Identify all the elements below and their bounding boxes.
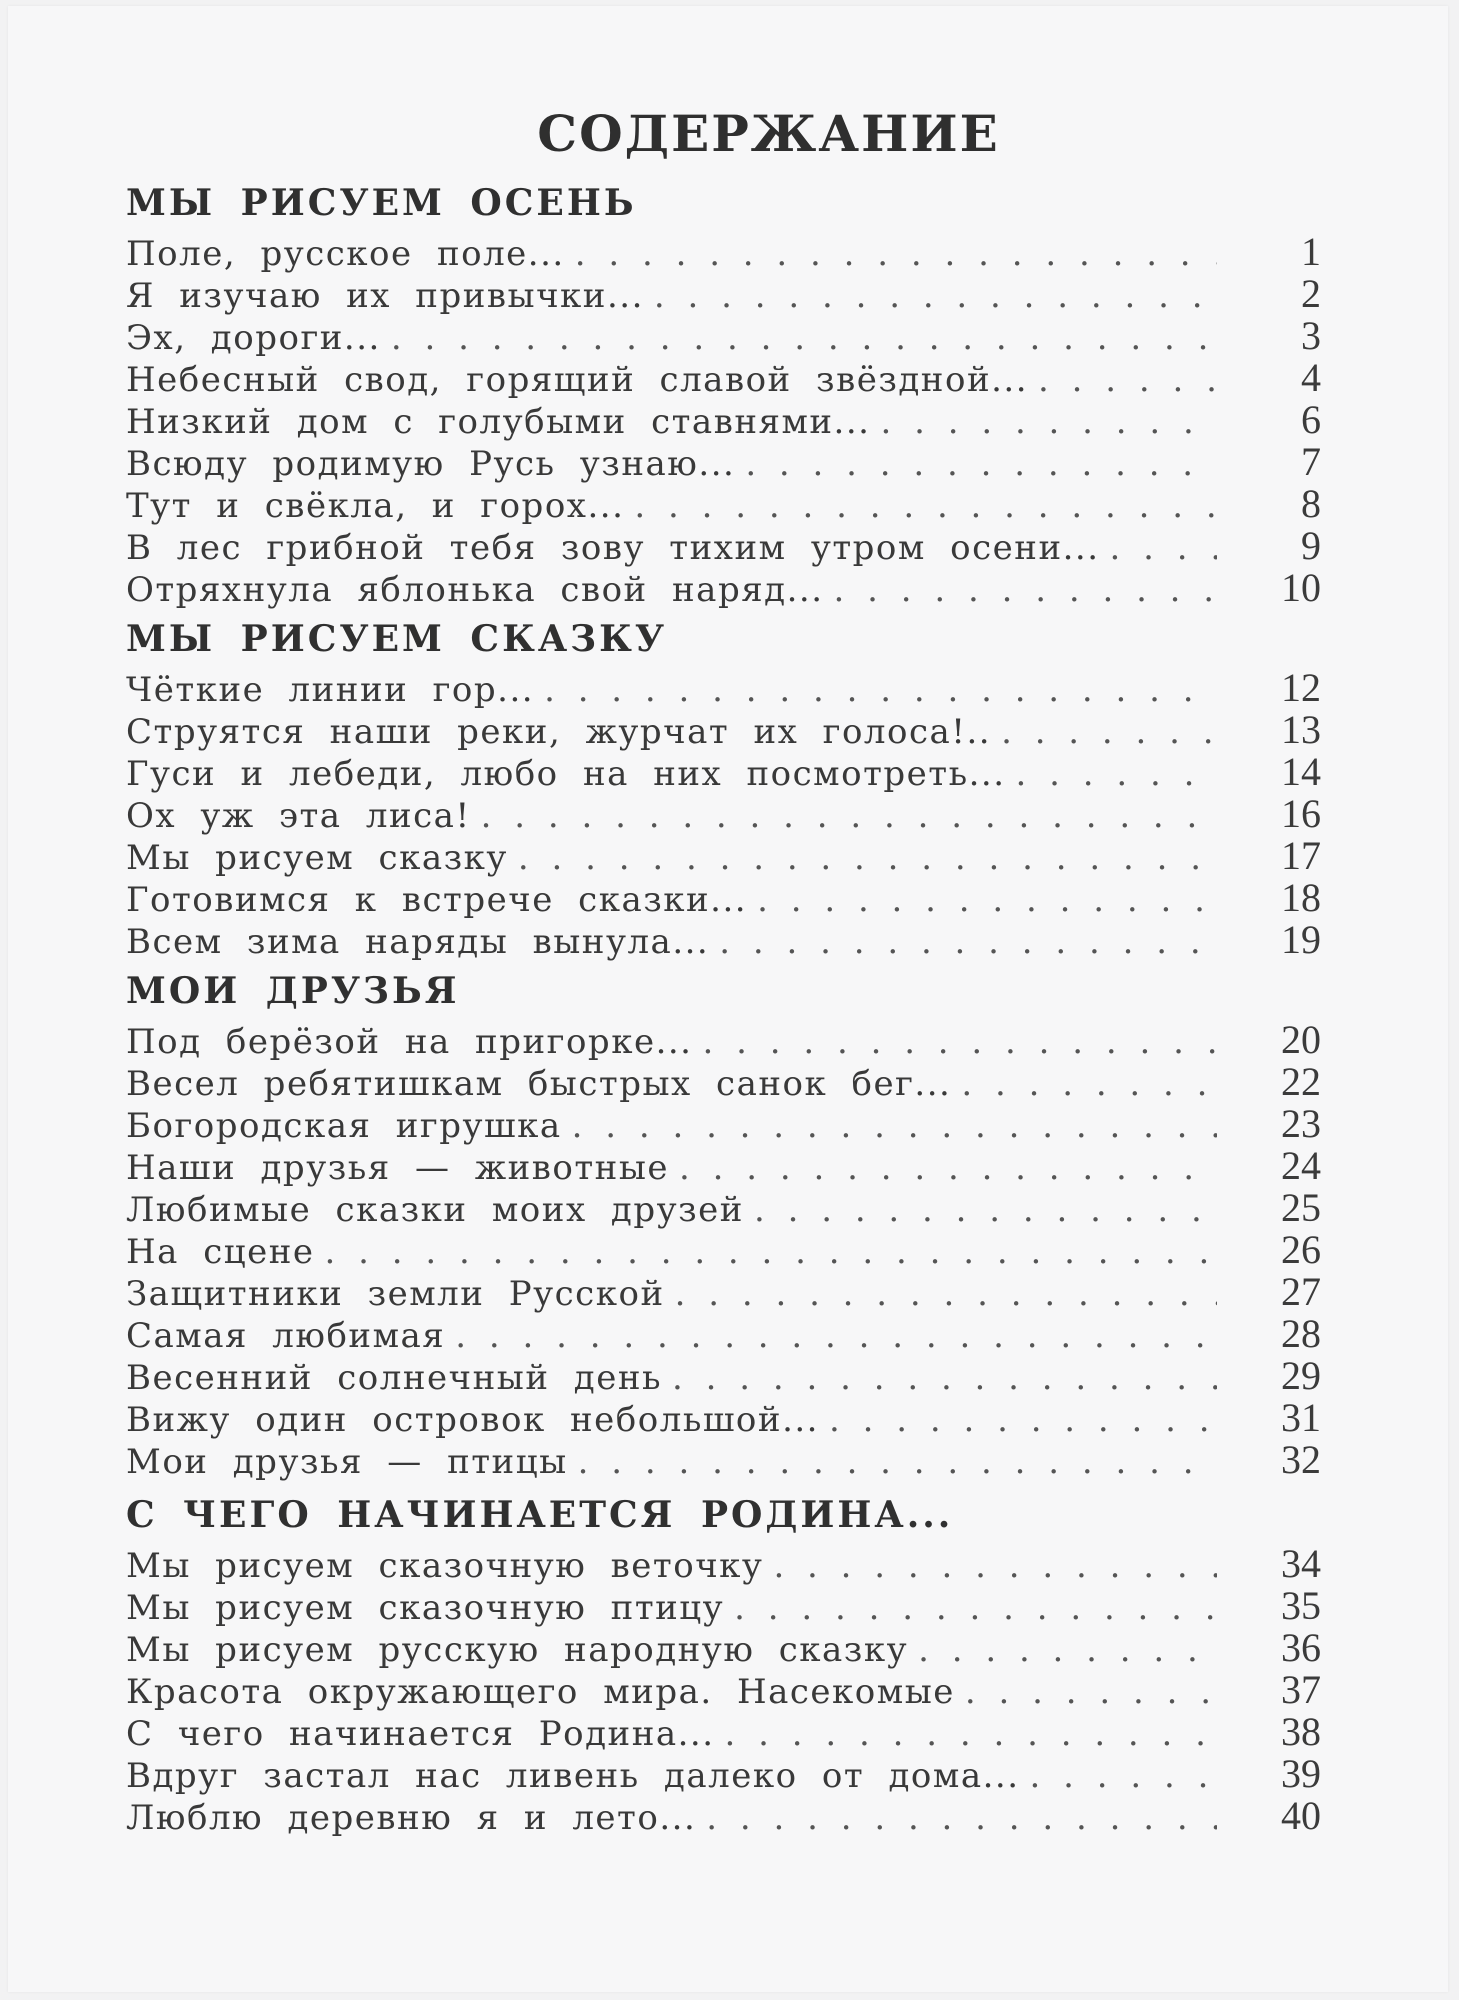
section-title: МЫ РИСУЕМ СКАЗКУ	[126, 618, 668, 660]
toc-section	[126, 614, 1321, 962]
entry-title: Наши друзья — животные	[126, 1148, 670, 1188]
dot-leader	[455, 1316, 1217, 1356]
entry-title: Под берёзой на пригорке...	[126, 1022, 693, 1062]
dot-leader	[672, 1358, 1217, 1398]
entry-title: Защитники земли Русской	[126, 1274, 665, 1314]
page-number: 35	[1281, 1583, 1321, 1628]
dot-leader	[918, 1630, 1217, 1670]
page-number: 17	[1281, 833, 1321, 878]
entry-title: На сцене	[126, 1232, 315, 1272]
dot-leader	[675, 1274, 1217, 1314]
entry-title: Мы рисуем русскую народную сказку	[126, 1630, 909, 1670]
dot-leader	[757, 880, 1217, 920]
toc-entry	[126, 1792, 1321, 1838]
dot-leader	[1016, 754, 1217, 794]
entry-title: Мы рисуем сказочную птицу	[126, 1588, 725, 1628]
dot-leader	[572, 1106, 1217, 1146]
page-number: 18	[1281, 875, 1321, 920]
toc-entry	[126, 1226, 1321, 1272]
dot-leader	[961, 1064, 1217, 1104]
dot-leader	[325, 1232, 1217, 1272]
dot-leader	[745, 444, 1217, 484]
toc-entry	[126, 1624, 1321, 1670]
entry-title: Всем зима наряды вынула...	[126, 922, 710, 962]
page-number: 6	[1301, 397, 1321, 442]
entry-title: Чёткие линии гор...	[126, 670, 535, 710]
entry-title: Любимые сказки моих друзей	[126, 1190, 744, 1230]
page-number: 8	[1301, 481, 1321, 526]
dot-leader	[734, 1588, 1217, 1628]
toc-entry	[126, 396, 1321, 442]
dot-leader	[578, 1442, 1217, 1482]
toc-section	[126, 966, 1321, 1482]
toc-entry	[126, 1540, 1321, 1586]
page-number: 34	[1281, 1541, 1321, 1586]
dot-leader	[880, 402, 1217, 442]
entry-title: Весенний солнечный день	[126, 1358, 663, 1398]
page-number: 19	[1281, 917, 1321, 962]
toc-entry	[126, 228, 1321, 274]
page-number: 7	[1301, 439, 1321, 484]
dot-leader	[1038, 360, 1217, 400]
toc-entry	[126, 480, 1321, 526]
page-number: 14	[1281, 749, 1321, 794]
toc-entry	[126, 748, 1321, 794]
page-number: 26	[1281, 1227, 1321, 1272]
section-title: МОИ ДРУЗЬЯ	[126, 970, 460, 1012]
page-number: 9	[1301, 523, 1321, 568]
page-number: 13	[1281, 707, 1321, 752]
page-number: 31	[1281, 1395, 1321, 1440]
dot-leader	[1030, 1756, 1217, 1796]
entry-title: Весел ребятишкам быстрых санок бег...	[126, 1064, 952, 1104]
toc-entry	[126, 1582, 1321, 1628]
toc-section	[126, 1490, 1321, 1838]
dot-leader	[1001, 712, 1217, 752]
page-number: 10	[1281, 565, 1321, 610]
page-number: 16	[1281, 791, 1321, 836]
toc-entry	[126, 1708, 1321, 1754]
toc-entry	[126, 354, 1321, 400]
dot-leader	[754, 1190, 1217, 1230]
dot-leader	[575, 234, 1217, 274]
toc-entry	[126, 1436, 1321, 1482]
page-number: 40	[1281, 1793, 1321, 1838]
toc-entry	[126, 1310, 1321, 1356]
dot-leader	[965, 1672, 1217, 1712]
toc-entry	[126, 874, 1321, 920]
toc-entry	[126, 1184, 1321, 1230]
toc-entry	[126, 1016, 1321, 1062]
toc-entry	[126, 1058, 1321, 1104]
page-number: 1	[1301, 229, 1321, 274]
page-number: 36	[1281, 1625, 1321, 1670]
dot-leader	[654, 276, 1217, 316]
page-number: 29	[1281, 1353, 1321, 1398]
page-title: СОДЕРЖАНИЕ	[537, 104, 1000, 163]
toc-entry	[126, 1666, 1321, 1712]
page-number: 3	[1301, 313, 1321, 358]
dot-leader	[703, 1022, 1218, 1062]
entry-title: Гуси и лебеди, любо на них посмотреть...	[126, 754, 1006, 794]
toc-entry	[126, 522, 1321, 568]
toc-sections	[126, 178, 1321, 1838]
toc-entry	[126, 664, 1321, 710]
entry-title: Эх, дороги...	[126, 318, 381, 358]
dot-leader	[725, 1714, 1217, 1754]
entry-title: Вижу один островок небольшой...	[126, 1400, 819, 1440]
toc-entry	[126, 706, 1321, 752]
entry-title: Мы рисуем сказку	[126, 838, 508, 878]
toc-entry	[126, 1750, 1321, 1796]
entry-title: Ох уж эта лиса!	[126, 796, 471, 836]
entry-title: Красота окружающего мира. Насекомые	[126, 1672, 955, 1712]
dot-leader	[1110, 528, 1217, 568]
page-number: 32	[1281, 1437, 1321, 1482]
dot-leader	[773, 1546, 1217, 1586]
section-title: МЫ РИСУЕМ ОСЕНЬ	[126, 182, 637, 224]
page-number: 2	[1301, 271, 1321, 316]
toc-entry	[126, 1100, 1321, 1146]
page-number: 25	[1281, 1185, 1321, 1230]
entry-title: Небесный свод, горящий славой звёздной...	[126, 360, 1029, 400]
table-of-contents	[126, 98, 1321, 1838]
toc-entry	[126, 832, 1321, 878]
dot-leader	[834, 570, 1217, 610]
entry-title: Мы рисуем сказочную веточку	[126, 1546, 764, 1586]
page-number: 22	[1281, 1059, 1321, 1104]
page-number: 24	[1281, 1143, 1321, 1188]
entry-title: Самая любимая	[126, 1316, 446, 1356]
page-number: 38	[1281, 1709, 1321, 1754]
page-number: 39	[1281, 1751, 1321, 1796]
page-number: 12	[1281, 665, 1321, 710]
dot-leader	[634, 486, 1217, 526]
book-page	[8, 6, 1448, 1992]
dot-leader	[518, 838, 1217, 878]
entry-title: Отряхнула яблонька свой наряд...	[126, 570, 824, 610]
entry-title: Я изучаю их привычки...	[126, 276, 644, 316]
entry-title: Мои друзья — птицы	[126, 1442, 568, 1482]
entry-title: Люблю деревню я и лето...	[126, 1798, 697, 1838]
entry-title: С чего начинается Родина...	[126, 1714, 715, 1754]
page-number: 37	[1281, 1667, 1321, 1712]
toc-entry	[126, 1394, 1321, 1440]
entry-title: Струятся наши реки, журчат их голоса!..	[126, 712, 992, 752]
entry-title: Готовимся к встрече сказки...	[126, 880, 748, 920]
entry-title: Поле, русское поле...	[126, 234, 565, 274]
entry-title: В лес грибной тебя зову тихим утром осени...	[126, 528, 1100, 568]
toc-entry	[126, 1142, 1321, 1188]
dot-leader	[544, 670, 1217, 710]
entry-title: Низкий дом с голубыми ставнями...	[126, 402, 871, 442]
dot-leader	[829, 1400, 1217, 1440]
entry-title: Всюду родимую Русь узнаю...	[126, 444, 736, 484]
toc-entry	[126, 916, 1321, 962]
toc-entry	[126, 1268, 1321, 1314]
entry-title: Тут и свёкла, и горох...	[126, 486, 625, 526]
dot-leader	[679, 1148, 1217, 1188]
page-number: 23	[1281, 1101, 1321, 1146]
page-number: 4	[1301, 355, 1321, 400]
toc-entry	[126, 312, 1321, 358]
toc-entry	[126, 438, 1321, 484]
dot-leader	[706, 1798, 1217, 1838]
toc-entry	[126, 1352, 1321, 1398]
entry-title: Богородская игрушка	[126, 1106, 562, 1146]
toc-section	[126, 178, 1321, 610]
toc-entry	[126, 564, 1321, 610]
dot-leader	[481, 796, 1217, 836]
entry-title: Вдруг застал нас ливень далеко от дома...	[126, 1756, 1020, 1796]
dot-leader	[391, 318, 1217, 358]
page-number: 28	[1281, 1311, 1321, 1356]
toc-entry	[126, 270, 1321, 316]
page-number: 27	[1281, 1269, 1321, 1314]
page-number: 20	[1281, 1017, 1321, 1062]
toc-entry	[126, 790, 1321, 836]
section-title: С ЧЕГО НАЧИНАЕТСЯ РОДИНА...	[126, 1494, 954, 1536]
dot-leader	[719, 922, 1217, 962]
